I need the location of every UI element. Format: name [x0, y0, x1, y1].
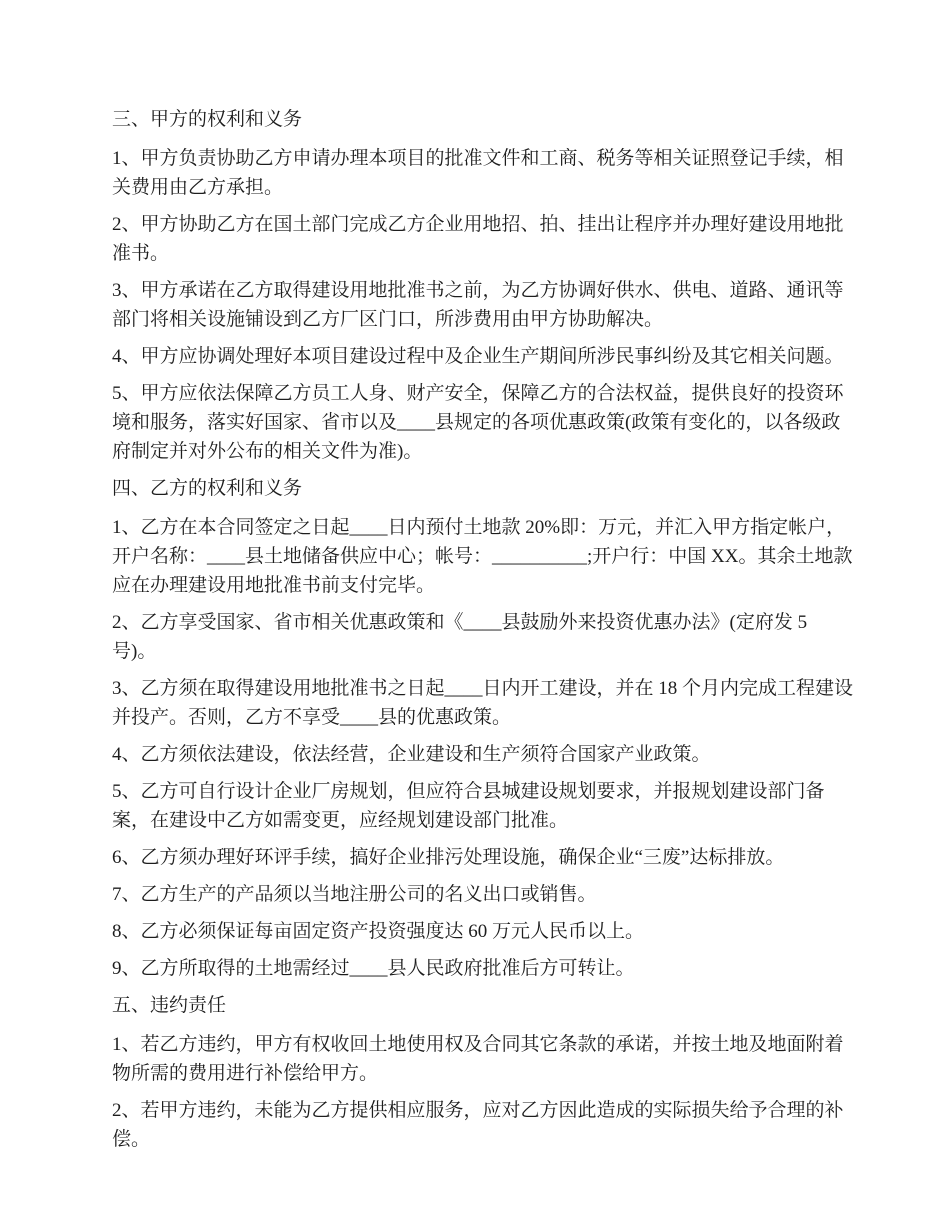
contract-paragraph: 4、乙方须依法建设，依法经营，企业建设和生产须符合国家产业政策。: [112, 744, 711, 765]
contract-paragraph: 2、甲方协助乙方在国土部门完成乙方企业用地招、拍、挂出让程序并办理好建设用地批准书。: [112, 214, 844, 264]
contract-paragraph: 3、甲方承诺在乙方取得建设用地批准书之前，为乙方协调好供水、供电、道路、通讯等部门将相关设施铺设到乙方厂区门口，所涉费用由甲方协助解决。: [112, 280, 844, 330]
contract-paragraph: 3、乙方须在取得建设用地批准书之日起____日内开工建设，并在 18 个月内完成工程建设并投产。否则，乙方不享受____县的优惠政策。: [112, 678, 854, 728]
contract-paragraph: 6、乙方须办理好环评手续，搞好企业排污处理设施，确保企业“三废”达标排放。: [112, 847, 785, 868]
section-heading-party-a: 三、甲方的权利和义务: [112, 109, 303, 130]
section-heading-party-b: 四、乙方的权利和义务: [112, 478, 303, 499]
section-breach-liability: [112, 991, 854, 1154]
contract-paragraph: 1、甲方负责协助乙方申请办理本项目的批准文件和工商、税务等相关证照登记手续，相关费用由乙方承担。: [112, 148, 844, 198]
section-heading-breach-liability: 五、违约责任: [112, 995, 227, 1016]
section-party-a-obligations: [112, 105, 854, 466]
contract-paragraph: 8、乙方必须保证每亩固定资产投资强度达 60 万元人民币以上。: [112, 921, 645, 942]
section-party-b-obligations: [112, 474, 854, 983]
contract-paragraph: 9、乙方所取得的土地需经过____县人民政府批准后方可转让。: [112, 958, 635, 979]
contract-paragraph: 4、甲方应协调处理好本项目建设过程中及企业生产期间所涉民事纠纷及其它相关问题。: [112, 346, 844, 367]
contract-paragraph: 1、乙方在本合同签定之日起____日内预付土地款 20%即：万元，并汇入甲方指定帐户，开户名称：____县土地储备供应中心；帐号：__________;开户行：中国 XX。其余土地款应在办理建设用地批准书前支付完毕。: [112, 517, 853, 596]
contract-paragraph: 5、乙方可自行设计企业厂房规划，但应符合县城建设规划要求，并报规划建设部门备案，在建设中乙方如需变更，应经规划建设部门批准。: [112, 781, 825, 831]
contract-paragraph: 7、乙方生产的产品须以当地注册公司的名义出口或销售。: [112, 884, 597, 905]
contract-body: [112, 99, 854, 1162]
contract-paragraph: 2、若甲方违约，未能为乙方提供相应服务，应对乙方因此造成的实际损失给予合理的补偿。: [112, 1100, 844, 1150]
contract-paragraph: 5、甲方应依法保障乙方员工人身、财产安全，保障乙方的合法权益，提供良好的投资环境和服务，落实好国家、省市以及____县规定的各项优惠政策(政策有变化的，以各级政府制定并对外公布的相关文件为准)。: [112, 383, 844, 462]
contract-paragraph: 2、乙方享受国家、省市相关优惠政策和《____县鼓励外来投资优惠办法》(定府发 5 号)。: [112, 612, 808, 662]
contract-paragraph: 1、若乙方违约，甲方有权收回土地使用权及合同其它条款的承诺，并按土地及地面附着物所需的费用进行补偿给甲方。: [112, 1034, 844, 1084]
